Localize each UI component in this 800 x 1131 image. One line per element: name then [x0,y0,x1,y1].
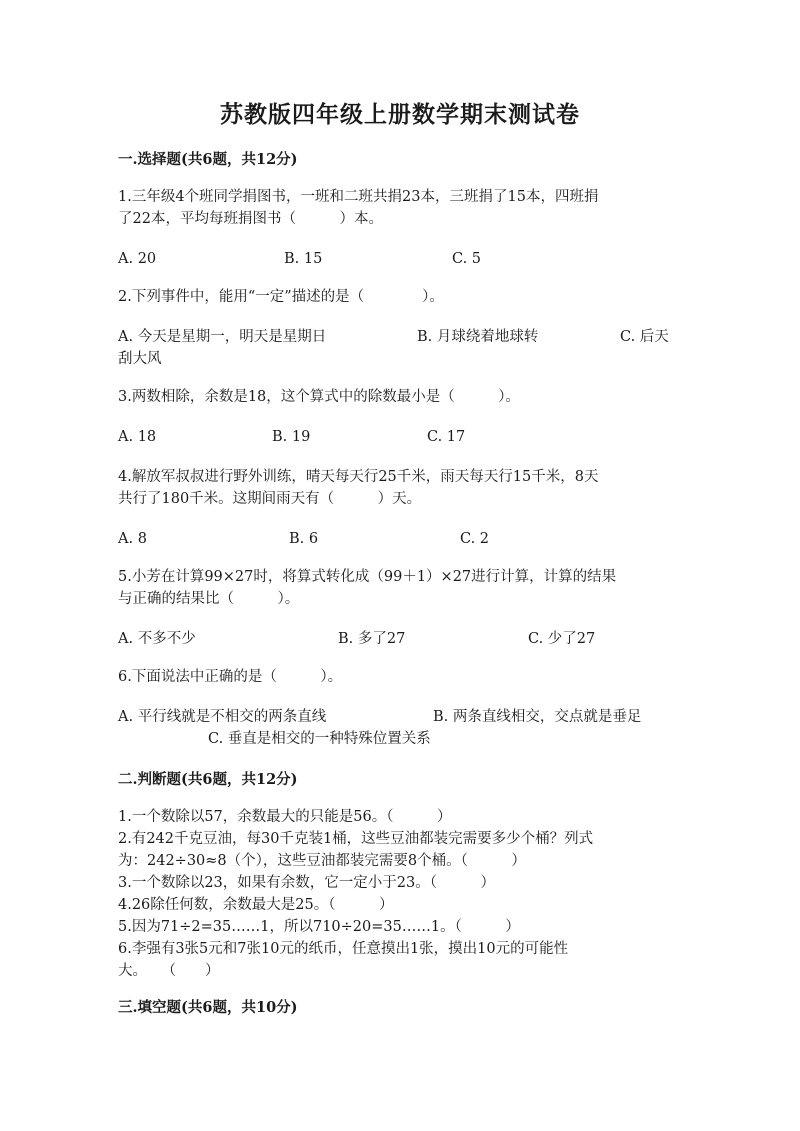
option-b: B. 19 [272,429,311,445]
option-c: C. 后天 [620,329,669,345]
option-c: C. 2 [460,531,490,547]
option-a: A. 18 [118,429,157,445]
judge-line: 为：242÷30≈8（个），这些豆油都装完需要8个桶。（ ） [118,853,526,869]
option-b: B. 月球绕着地球转 [417,329,539,345]
judge-line: 1.一个数除以57，余数最大的只能是56。（ ） [118,809,452,825]
question-text: 3.两数相除，余数是18，这个算式中的除数最小是（ ）。 [118,389,521,405]
question-text: 6.下面说法中正确的是（ ）。 [118,669,343,685]
option-c: C. 17 [427,429,466,445]
option-b: B. 多了27 [338,631,406,647]
option-c-continued: 刮大风 [118,351,162,367]
question-text: 1.三年级4个班同学捐图书，一班和二班共捐23本，三班捐了15本，四班捐 [118,189,599,205]
option-a: A. 平行线就是不相交的两条直线 [118,709,327,725]
option-b: B. 15 [284,251,323,267]
section-heading-judge: 二.判断题(共6题，共12分) [118,771,298,788]
section-heading-fill: 三.填空题(共6题，共10分) [118,999,298,1016]
option-c: C. 垂直是相交的一种特殊位置关系 [208,731,431,747]
question-text: 5.小芳在计算99×27时，将算式转化成（99＋1）×27进行计算，计算的结果 [118,569,617,585]
option-a: A. 20 [118,251,157,267]
question-text: 2.下列事件中，能用“一定”描述的是（ ）。 [118,289,444,305]
judge-line: 5.因为71÷2=35……1，所以710÷20=35……1。（ ） [118,919,520,935]
option-c: C. 少了27 [528,631,596,647]
question-text: 了22本，平均每班捐图书（ ）本。 [118,211,383,227]
option-a: A. 今天是星期一，明天是星期日 [118,329,327,345]
judge-line: 大。 （ ） [118,963,220,979]
judge-line: 4.26除任何数，余数最大是25。（ ） [118,897,394,913]
judge-line: 3.一个数除以23，如果有余数，它一定小于23。（ ） [118,875,495,891]
question-text: 4.解放军叔叔进行野外训练，晴天每天行25千米，雨天每天行15千米，8天 [118,469,599,485]
section-heading-choice: 一.选择题(共6题，共12分) [118,151,298,168]
option-b: B. 6 [289,531,319,547]
option-c: C. 5 [452,251,482,267]
question-text: 共行了180千米。这期间雨天有（ ）天。 [118,491,422,507]
option-a: A. 8 [118,531,147,547]
question-text: 与正确的结果比（ ）。 [118,591,300,607]
judge-line: 6.李强有3张5元和7张10元的纸币，任意摸出1张，摸出10元的可能性 [118,941,569,957]
exam-title: 苏教版四年级上册数学期末测试卷 [220,101,580,128]
judge-line: 2.有242千克豆油，每30千克装1桶，这些豆油都装完需要多少个桶？列式 [118,831,594,847]
option-a: A. 不多不少 [118,631,196,647]
option-b: B. 两条直线相交，交点就是垂足 [433,709,642,725]
